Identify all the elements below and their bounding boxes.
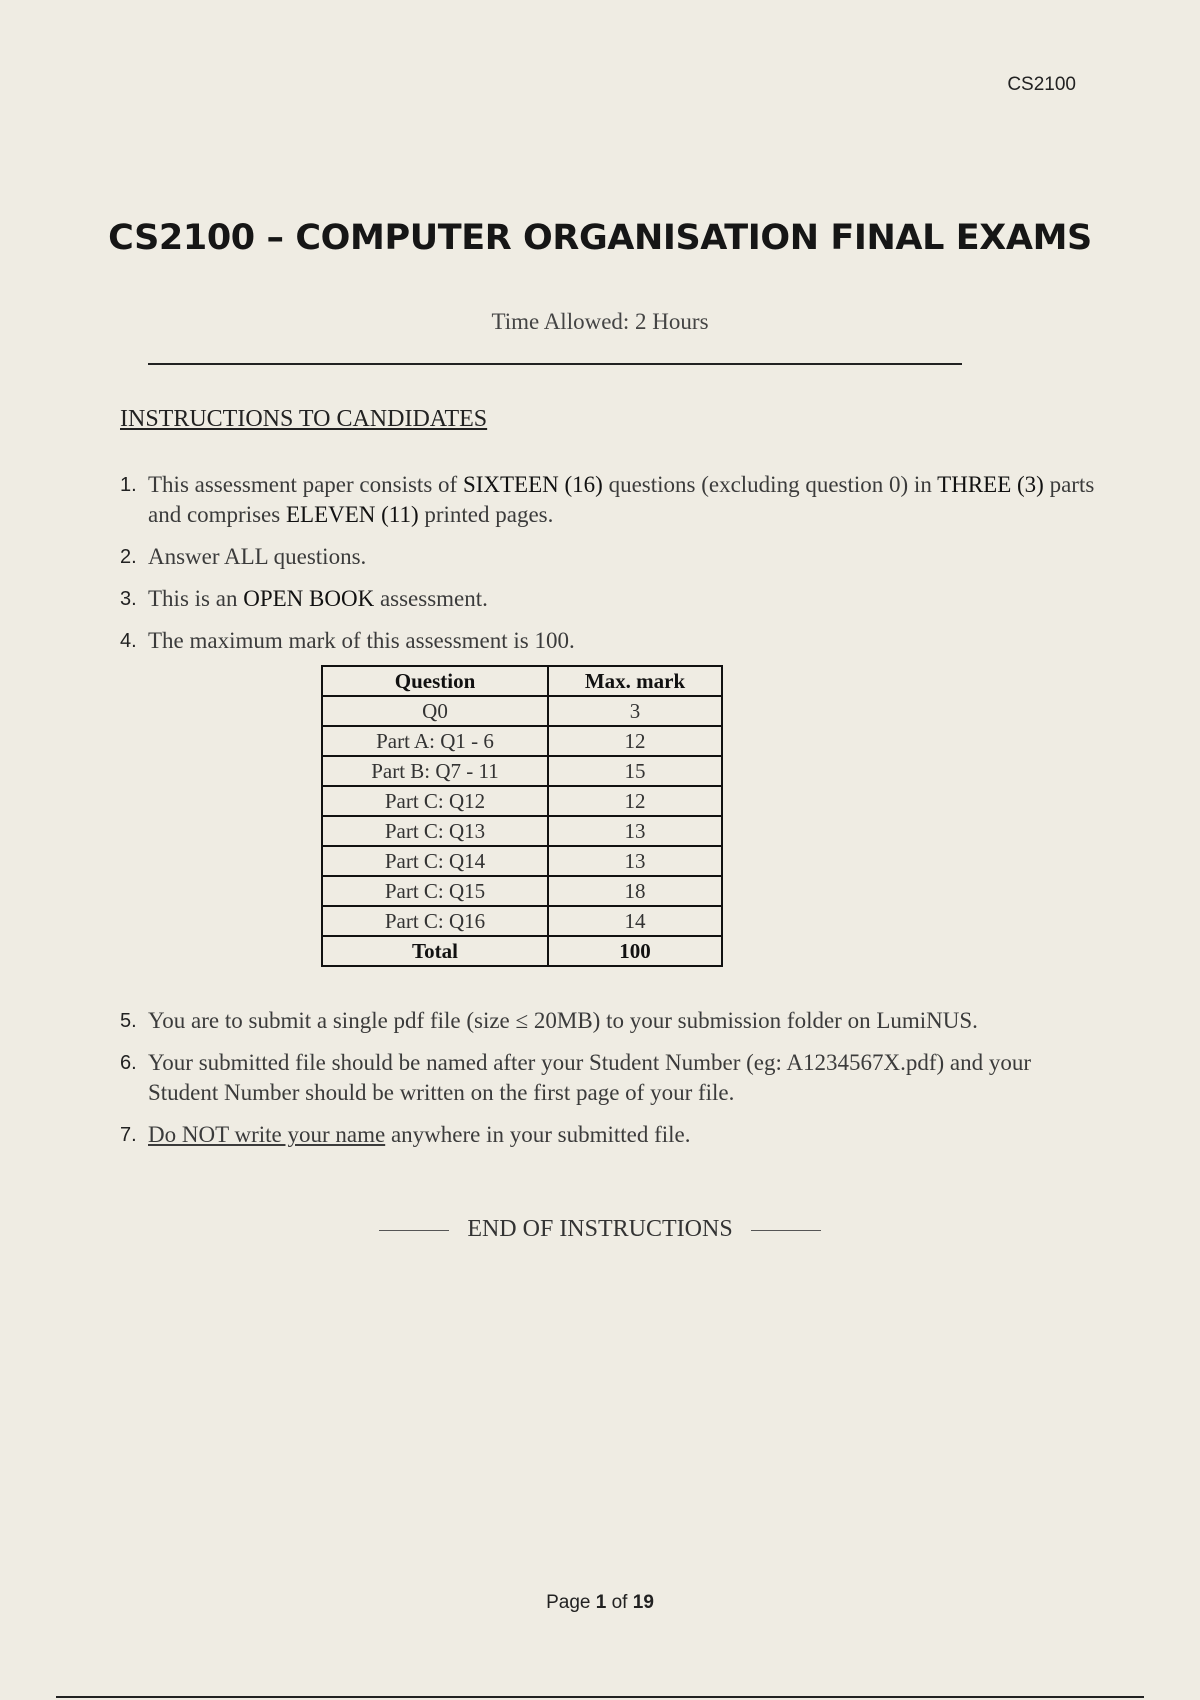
table-row xyxy=(322,876,722,906)
marks-table xyxy=(321,665,723,967)
cell-total-mark: 100 xyxy=(548,936,722,966)
table-row xyxy=(322,696,722,726)
instructions-heading: INSTRUCTIONS TO CANDIDATES xyxy=(120,406,488,432)
instruction-5 xyxy=(120,1006,1160,1036)
time-allowed: Time Allowed: 2 Hours xyxy=(491,309,709,334)
cell-question: Part B: Q7 - 11 xyxy=(322,756,548,786)
cell-question: Part C: Q12 xyxy=(322,786,548,816)
table-header-row xyxy=(322,666,722,696)
instruction-text: printed pages. xyxy=(418,502,554,527)
marks-table-container xyxy=(321,665,723,967)
instructions-list-top xyxy=(120,470,1120,668)
instruction-1 xyxy=(120,470,1120,530)
instruction-text: You are to submit a single pdf file (size ≤ 20MB) to your submission folder on LumiNUS. xyxy=(148,1008,978,1033)
instruction-number: 6. xyxy=(120,1052,137,1074)
instruction-text: The maximum mark of this assessment is 100. xyxy=(148,628,575,653)
header-max-mark: Max. mark xyxy=(548,666,722,696)
footer-of-word: of xyxy=(611,1592,628,1613)
instruction-text: This assessment paper consists of xyxy=(148,472,463,497)
footer-total-pages: 19 xyxy=(632,1592,654,1613)
cell-question: Part C: Q15 xyxy=(322,876,548,906)
cell-mark: 12 xyxy=(548,726,722,756)
footer-current-page: 1 xyxy=(595,1592,607,1613)
table-row xyxy=(322,846,722,876)
instruction-2 xyxy=(120,542,1120,572)
instruction-text: parts and comprises xyxy=(148,472,1095,527)
cell-mark: 12 xyxy=(548,786,722,816)
cell-total-label: Total xyxy=(322,936,548,966)
instruction-number: 7. xyxy=(120,1124,137,1146)
cell-mark: 3 xyxy=(548,696,722,726)
divider-line xyxy=(148,363,962,365)
header-question: Question xyxy=(322,666,548,696)
cell-question: Q0 xyxy=(322,696,548,726)
table-row xyxy=(322,726,722,756)
instruction-emphasis: OPEN BOOK xyxy=(243,586,375,611)
end-of-instructions xyxy=(0,1216,1200,1243)
header-course-code: CS2100 xyxy=(1007,74,1076,95)
instruction-6 xyxy=(120,1048,1078,1108)
instruction-7 xyxy=(120,1120,1160,1150)
instruction-number: 5. xyxy=(120,1010,137,1032)
instructions-list-bottom xyxy=(120,1006,1160,1162)
instruction-emphasis: ELEVEN (11) xyxy=(285,502,419,527)
instruction-text: Your submitted file should be named after your Student Number (eg: A1234567X.pdf) and your Student Number should be written on the first page of your file. xyxy=(148,1050,1032,1105)
instruction-emphasis: Do NOT write your name xyxy=(148,1122,386,1147)
instruction-text: This is an xyxy=(148,586,244,611)
cell-mark: 13 xyxy=(548,816,722,846)
table-row xyxy=(322,816,722,846)
cell-mark: 13 xyxy=(548,846,722,876)
cell-question: Part C: Q14 xyxy=(322,846,548,876)
instruction-text: Answer ALL questions. xyxy=(148,544,367,569)
instruction-number: 2. xyxy=(120,546,137,568)
cell-question: Part C: Q13 xyxy=(322,816,548,846)
instruction-text: assessment. xyxy=(374,586,488,611)
cell-mark: 14 xyxy=(548,906,722,936)
instruction-text: questions (excluding question 0) in xyxy=(602,472,938,497)
instruction-3 xyxy=(120,584,1120,614)
page-title: CS2100 – COMPUTER ORGANISATION FINAL EXAMS xyxy=(108,218,1092,258)
instruction-4 xyxy=(120,626,1120,656)
table-total-row xyxy=(322,936,722,966)
table-row xyxy=(322,756,722,786)
cell-mark: 15 xyxy=(548,756,722,786)
instruction-number: 3. xyxy=(120,588,137,610)
footer-page-word: Page xyxy=(546,1592,591,1613)
instruction-number: 4. xyxy=(120,630,137,652)
page-footer xyxy=(0,1592,1200,1614)
table-row xyxy=(322,906,722,936)
cell-question: Part A: Q1 - 6 xyxy=(322,726,548,756)
footer-line xyxy=(56,1696,1144,1698)
cell-mark: 18 xyxy=(548,876,722,906)
cell-question: Part C: Q16 xyxy=(322,906,548,936)
end-dash-left xyxy=(379,1230,449,1231)
end-dash-right xyxy=(751,1230,821,1231)
instruction-text: anywhere in your submitted file. xyxy=(385,1122,691,1147)
end-text: END OF INSTRUCTIONS xyxy=(467,1216,733,1242)
instruction-number: 1. xyxy=(120,474,137,496)
instruction-emphasis: SIXTEEN (16) xyxy=(462,472,603,497)
table-row xyxy=(322,786,722,816)
instruction-emphasis: THREE (3) xyxy=(937,472,1044,497)
